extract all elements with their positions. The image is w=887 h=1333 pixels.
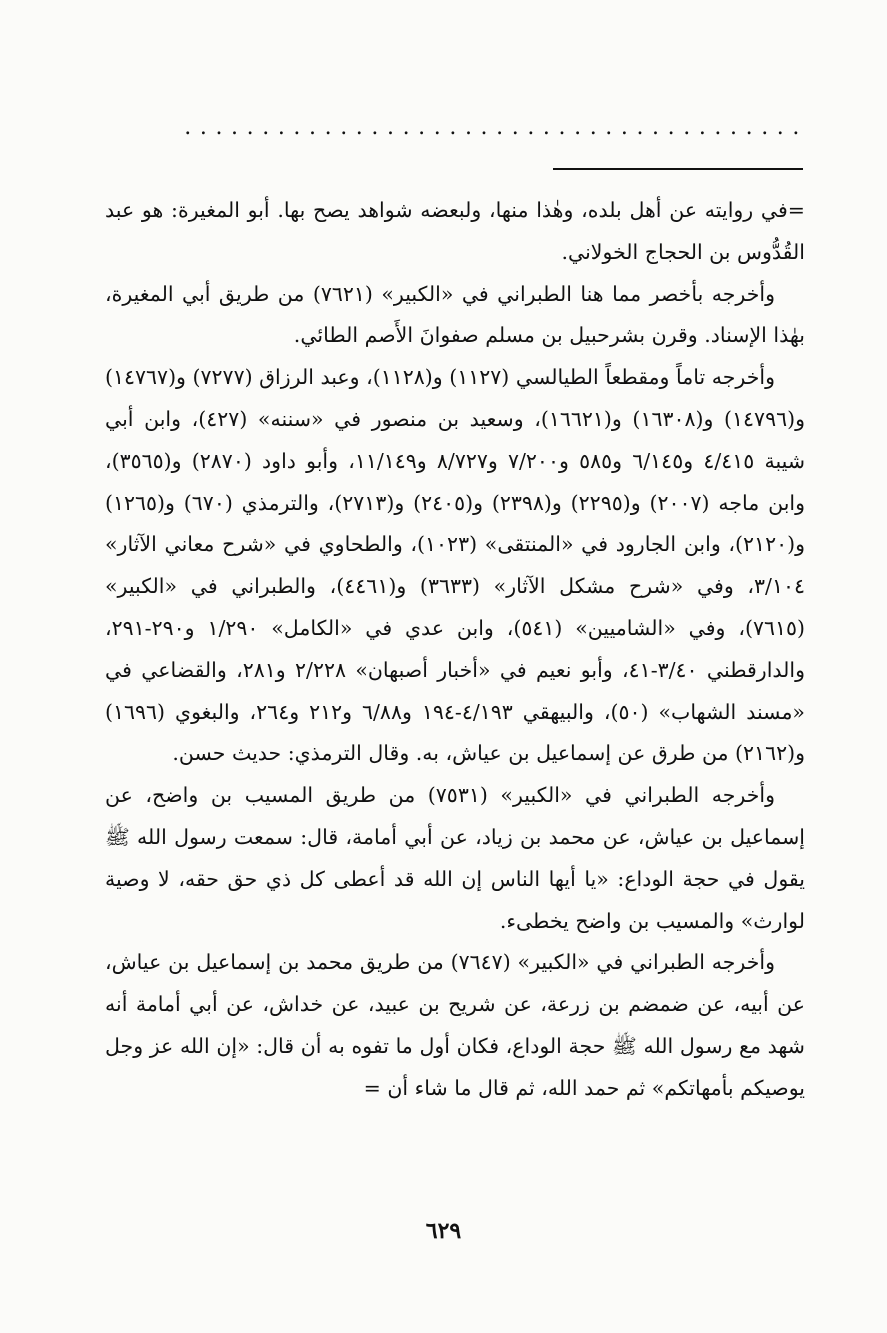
page-number: ٦٢٩	[425, 1218, 462, 1244]
footnote-paragraph: وأخرجه الطبراني في «الكبير» (٧٦٤٧) من طريق محمد بن إسماعيل بن عياش، عن أبيه، عن ضمضم بن زرعة، عن شريح بن عبيد، عن خداش، عن أبي أمامة أنه شهد مع رسول الله ﷺ حجة الوداع، فكان أول ما تفوه به أن قال: «إن الله عز وجل يوصيكم بأمهاتكم» ثم حمد الله، ثم قال ما شاء أن =	[105, 950, 805, 1100]
footnote-text	[105, 190, 805, 1110]
footnote-paragraph: وأخرجه الطبراني في «الكبير» (٧٥٣١) من طريق المسيب بن واضح، عن إسماعيل بن عياش، عن محمد بن زياد، عن أبي أمامة، قال: سمعت رسول الله ﷺ يقول في حجة الوداع: «يا أيها الناس إن الله قد أعطى كل ذي حق حقه، لا وصية لوارث» والمسيب بن واضح يخطىء.	[105, 783, 805, 933]
footnote-paragraph: وأخرجه تاماً ومقطعاً الطيالسي (١١٢٧) و(١١٢٨)، وعبد الرزاق (٧٢٧٧) و(١٤٧٦٧) و(١٤٧٩٦) و(١٦٣٠٨) و(١٦٦٢١)، وسعيد بن منصور في «سننه» (٤٢٧)، وابن أبي شيبة ٤/٤١٥ و٦/١٤٥ و٥٨٥ و٧/٢٠٠ و٨/٧٢٧ و١١/١٤٩، وأبو داود (٢٨٧٠) و(٣٥٦٥)، وابن ماجه (٢٠٠٧) و(٢٢٩٥) و(٢٣٩٨) و(٢٤٠٥) و(٢٧١٣)، والترمذي (٦٧٠) و(١٢٦٥) و(٢١٢٠)، وابن الجارود في «المنتقى» (١٠٢٣)، والطحاوي في «شرح معاني الآثار» ٣/١٠٤، وفي «شرح مشكل الآثار» (٣٦٣٣) و(٤٤٦١)، والطبراني في «الكبير» (٧٦١٥)، وفي «الشاميين» (٥٤١)، وابن عدي في «الكامل» ١/٢٩٠ و٢٩٠-٢٩١، والدارقطني ٣/٤٠-٤١، وأبو نعيم في «أخبار أصبهان» ٢/٢٢٨ و٢٨١، والقضاعي في «مسند الشهاب» (٥٠)، والبيهقي ٤/١٩٣-١٩٤ و٦/٨٨ و٢١٢ و٢٦٤، والبغوي (١٦٩٦) و(٢١٦٢) من طرق عن إسماعيل بن عياش، به. وقال الترمذي: حديث حسن.	[105, 365, 806, 766]
footnote-rule	[553, 168, 803, 170]
footnote-paragraph: =في روايته عن أهل بلده، وهٰذا منها، ولبعضه شواهد يصح بها. أبو المغيرة: هو عبد القُدُّوس بن الحجاج الخولاني.	[105, 198, 805, 264]
footnote-paragraph: وأخرجه بأخصر مما هنا الطبراني في «الكبير» (٧٦٢١) من طريق أبي المغيرة، بهٰذا الإسناد. وقرن بشرحبيل بن مسلم صفوانَ الأَصم الطائي.	[105, 281, 805, 348]
separator-dots: ........................................	[184, 116, 808, 140]
